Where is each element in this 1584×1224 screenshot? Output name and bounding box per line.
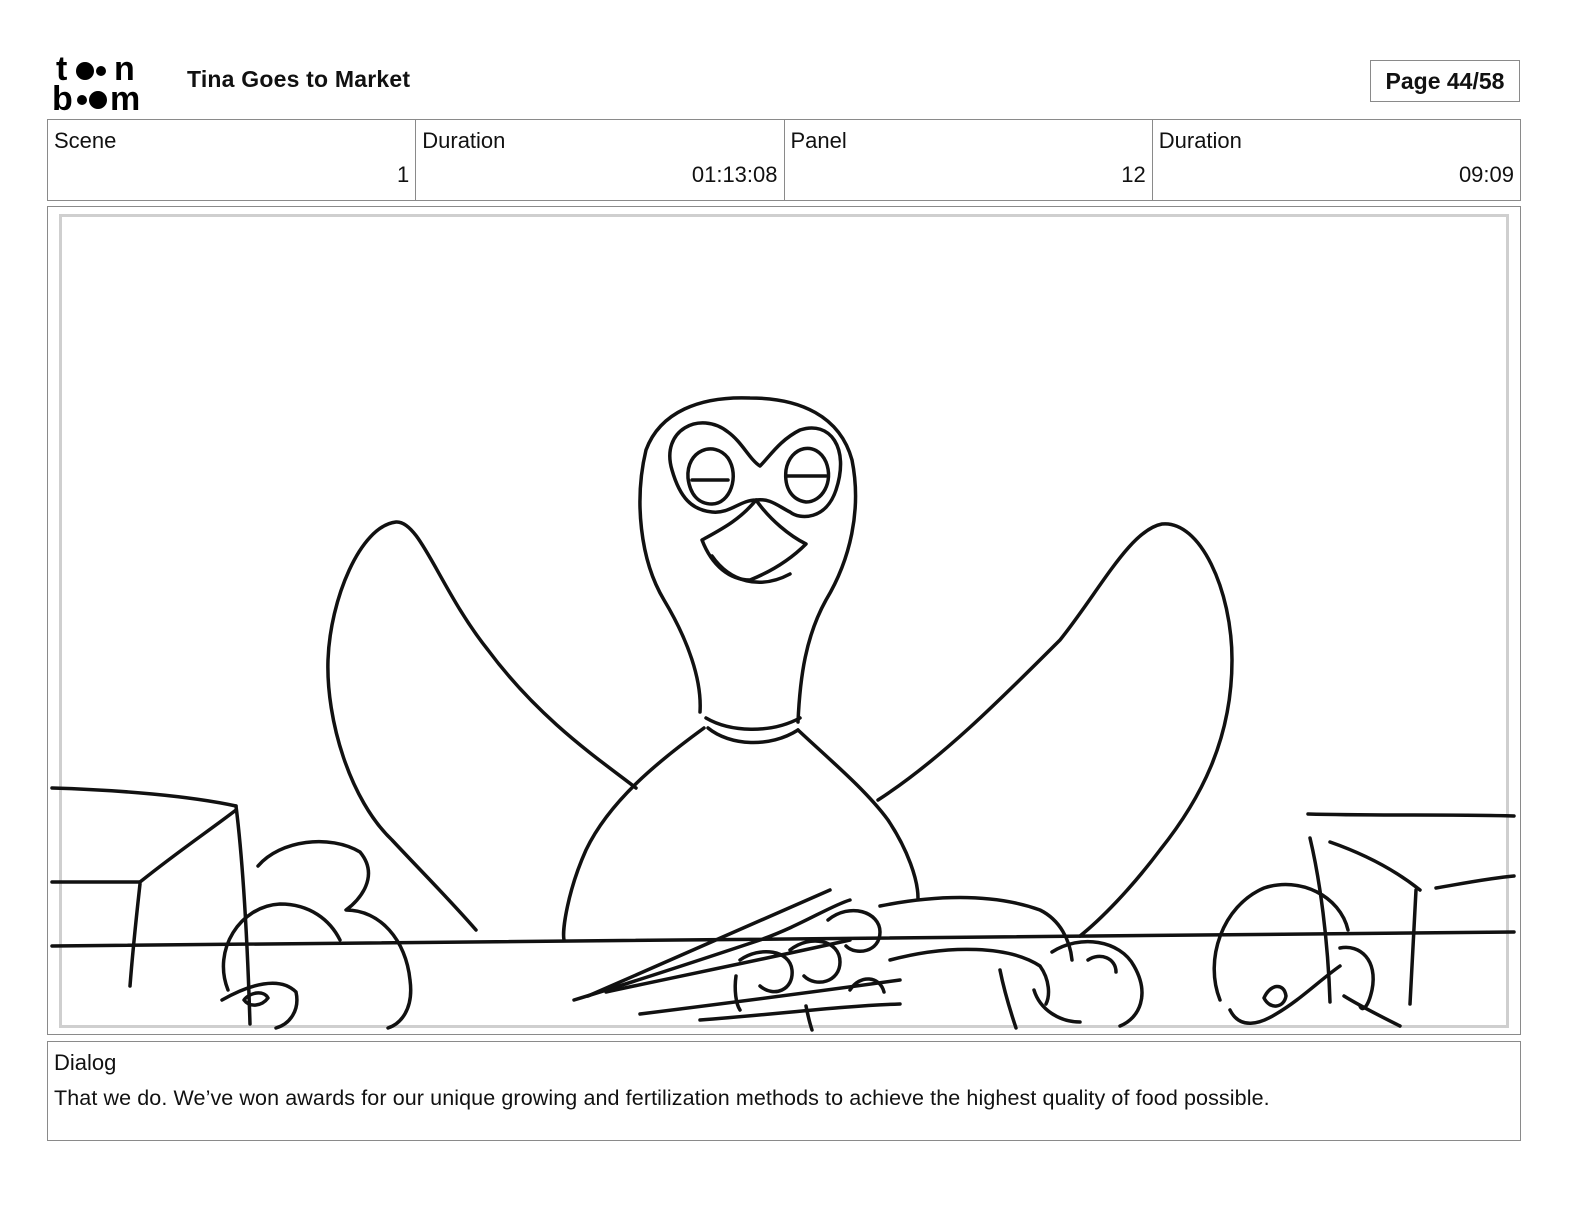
dialog-box	[47, 1041, 1521, 1141]
project-title: Tina Goes to Market	[187, 66, 411, 92]
scene-duration-value: 01:13:08	[691, 162, 778, 187]
scene-label: Scene	[54, 128, 117, 153]
svg-text:t: t	[56, 52, 68, 88]
panel-value: 12	[1121, 162, 1146, 187]
scene-duration-label: Duration	[422, 128, 506, 153]
svg-text:b: b	[52, 80, 73, 112]
page-indicator: Page 44/58	[1370, 60, 1520, 102]
dialog-text: That we do. We’ve won awards for our unique growing and fertilization methods to achieve the highest quality of food possible.	[54, 1086, 1270, 1110]
panel-label: Panel	[790, 128, 847, 153]
panel-duration-label: Duration	[1158, 128, 1242, 153]
scene-value: 1	[397, 162, 410, 187]
svg-text:n: n	[114, 52, 135, 88]
svg-text:m: m	[110, 80, 141, 112]
panel-duration-value: 09:09	[1458, 162, 1514, 187]
dialog-label: Dialog	[54, 1050, 117, 1075]
